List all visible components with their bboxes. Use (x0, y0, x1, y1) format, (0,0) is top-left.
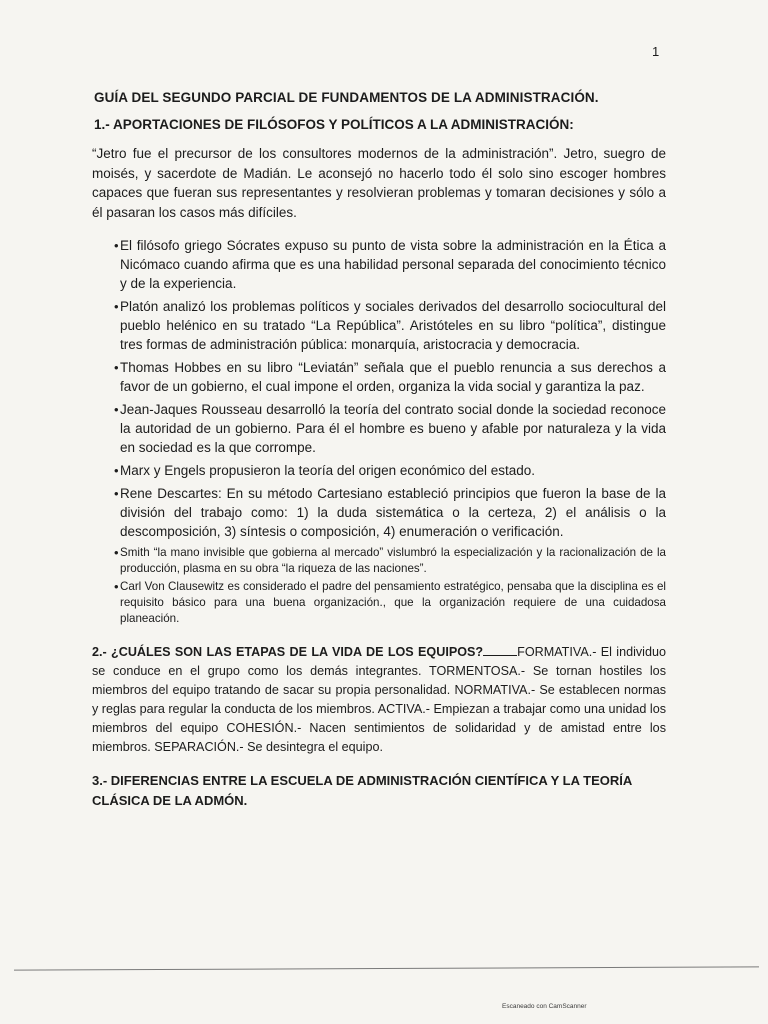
section-2-answer: FORMATIVA.- El individuo se conduce en el grupo como los demás integrantes. TORMENTOSA.- Se tornan hostiles los miembros del equipo tratando de sacar su propia personalidad. NORMATIVA.- Se establecen normas y reglas para regular la conducta de los miembros. ACTIVA.- Empiezan a trabajar como una unidad los miembros del equipo COHESIÓN.- Nacen sentimientos de solidaridad y de amistad entre los miembros. SEPARACIÓN.- Se desintegra el equipo. (92, 645, 666, 754)
bullet-socrates: • El filósofo griego Sócrates expuso su punto de vista sobre la administración en la Ética a Nicómaco cuando afirma que es una habilidad personal separada del conocimiento técnico y de la experiencia. (92, 236, 666, 293)
scan-edge-line (14, 966, 759, 970)
bullet-platon: • Platón analizó los problemas políticos y sociales derivados del desarrollo sociocultural del pueblo helénico en su tratado “La República”. Aristóteles en su libro “política”, distingue tres formas de administración pública: monarquía, aristocracia y democracia. (92, 297, 666, 354)
answer-blank (483, 643, 517, 656)
document-body (92, 90, 666, 811)
bullet-rousseau: • Jean-Jaques Rousseau desarrolló la teoría del contrato social donde la sociedad reconoce la autoridad de un gobierno. Para él el hombre es bueno y afable por naturaleza y la vida en sociedad es la que corrompe. (92, 400, 666, 457)
section-2-title: 2.- ¿CUÁLES SON LAS ETAPAS DE LA VIDA DE LOS EQUIPOS? (92, 645, 484, 659)
section-3-title: 3.- DIFERENCIAS ENTRE LA ESCUELA DE ADMINISTRACIÓN CIENTÍFICA Y LA TEORÍA CLÁSICA DE LA ADMÓN. (92, 773, 632, 808)
section-2 (92, 643, 666, 757)
page-number: 1 (652, 44, 660, 59)
scanner-watermark: Escaneado con CamScanner (502, 1003, 587, 1010)
bullet-smith: • Smith “la mano invisible que gobierna al mercado” vislumbró la especialización y la racionalización de la producción, plasma en su obra “la riqueza de las naciones”. (92, 545, 666, 577)
section-1-bullet-list (92, 236, 666, 627)
section-1-intro: “Jetro fue el precursor de los consultores modernos de la administración”. Jetro, suegro de moisés, y sacerdote de Madián. Le aconsejó no hacerlo todo él solo sino escoger hombres capaces que fueran sus representantes y resolvieran problemas y tomaran decisiones y sólo a él pasaran los casos más difíciles. (92, 146, 666, 220)
bullet-clausewitz: • Carl Von Clausewitz es considerado el padre del pensamiento estratégico, pensaba que la disciplina es el requisito básico para una buena organización., que la organización requiere de una cuidadosa planeación. (92, 579, 666, 627)
bullet-marx-engels: • Marx y Engels propusieron la teoría del origen económico del estado. (92, 461, 666, 480)
bullet-hobbes: • Thomas Hobbes en su libro “Leviatán” señala que el pueblo renuncia a sus derechos a favor de un gobierno, el cual impone el orden, organiza la vida social y garantiza la paz. (92, 358, 666, 396)
bullet-descartes: • Rene Descartes: En su método Cartesiano estableció principios que fueron la base de la división del trabajo como: 1) la duda sistemática o la certeza, 2) el análisis o la descomposición, 3) síntesis o composición, 4) enumeración o verificación. (92, 484, 666, 541)
section-1-title: 1.- APORTACIONES DE FILÓSOFOS Y POLÍTICOS A LA ADMINISTRACIÓN: (94, 117, 574, 132)
document-title: GUÍA DEL SEGUNDO PARCIAL DE FUNDAMENTOS DE LA ADMINISTRACIÓN. (94, 90, 599, 105)
